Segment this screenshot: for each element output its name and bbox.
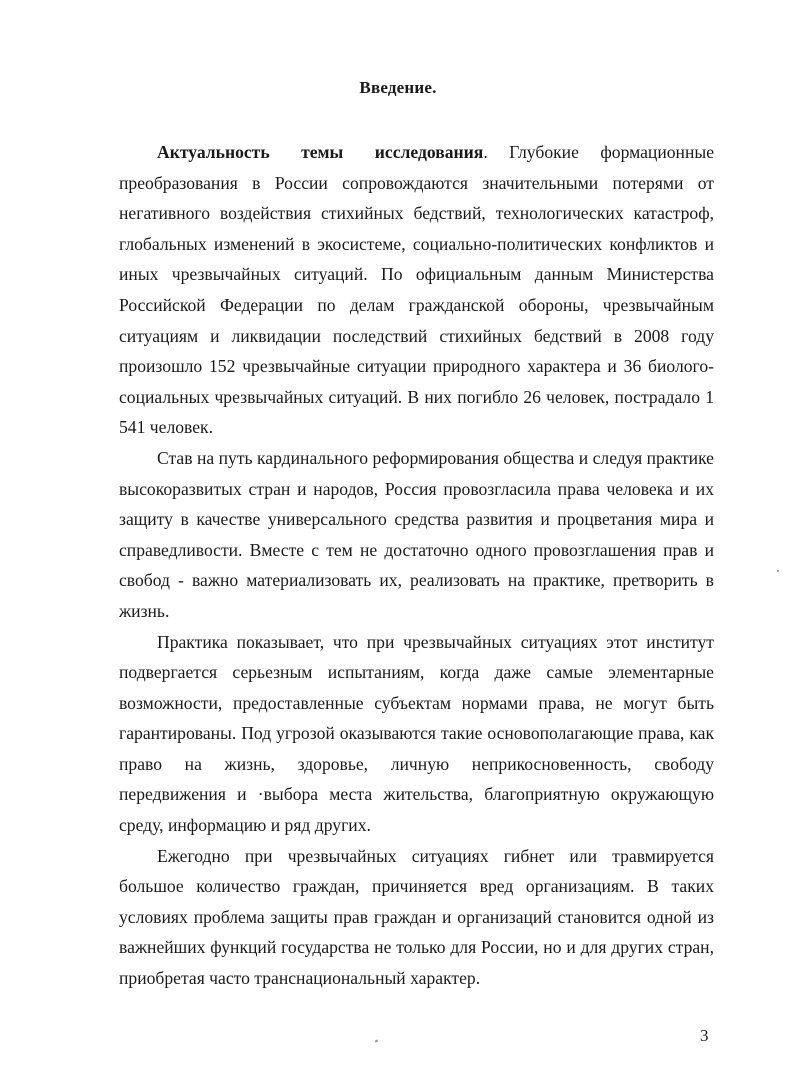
scan-speck xyxy=(777,570,779,572)
paragraph-lead: Актуальность темы исследования xyxy=(157,142,484,162)
paragraph-text: Ежегодно при чрезвычайных ситуациях гибнет или травмируется большое количество граждан, причиняется вред организациям. В таких условиях проблема защиты прав граждан и организаций становится одной из важнейших функций государства не только для России, но и для других стран, приобретая часто транснациональный характер. xyxy=(119,845,714,989)
paragraph-text: . Глубокие формационные преобразования в России сопровождаются значительными потерями от негативного воздействия стихийных бедствий, технологических катастроф, глобальных изменений в экосистеме, социально-политических конфликтов и иных чрезвычайных ситуаций. По официальным данным Министерства Российской Федерации по делам гражданской обороны, чрезвычайным ситуациям и ликвидации последствий стихийных бедствий в 2008 году произошло 152 чрезвычайные ситуации природного характера и 36 биолого-социальных чрезвычайных ситуаций. В них погибло 26 человек, пострадало 1 541 человек. xyxy=(119,142,715,438)
paragraph-text: Практика показывает, что при чрезвычайных ситуациях этот институт подвергается серьезным испытаниям, когда даже самые элементарные возможности, предоставленные субъектам нормами права, не могут быть гарантированы. Под угрозой оказываются такие основополагающие права, как право на жизнь, здоровье, личную неприкосновенность, свободу передвижения и ·выбора места жительства, благоприятную окружающую среду, информацию и ряд других. xyxy=(119,631,714,836)
page-number: 3 xyxy=(700,1026,709,1045)
paragraph-practice xyxy=(119,627,714,841)
page-title: Введение. xyxy=(359,78,437,97)
paragraph-relevance xyxy=(119,137,714,443)
paragraph-text: Став на путь кардинального реформирования общества и следуя практике высокоразвитых стран и народов, Россия провозгласила права человека и их защиту в качестве универсального средства развития и процветания мира и справедливости. Вместе с тем не достаточно одного провозглашения прав и свобод - важно материализовать их, реализовать на практике, претворить в жизнь. xyxy=(119,447,714,621)
paragraph-reform xyxy=(119,443,714,627)
paragraph-annual xyxy=(119,841,714,994)
scan-speck xyxy=(375,1039,379,1042)
body-text xyxy=(119,137,714,994)
